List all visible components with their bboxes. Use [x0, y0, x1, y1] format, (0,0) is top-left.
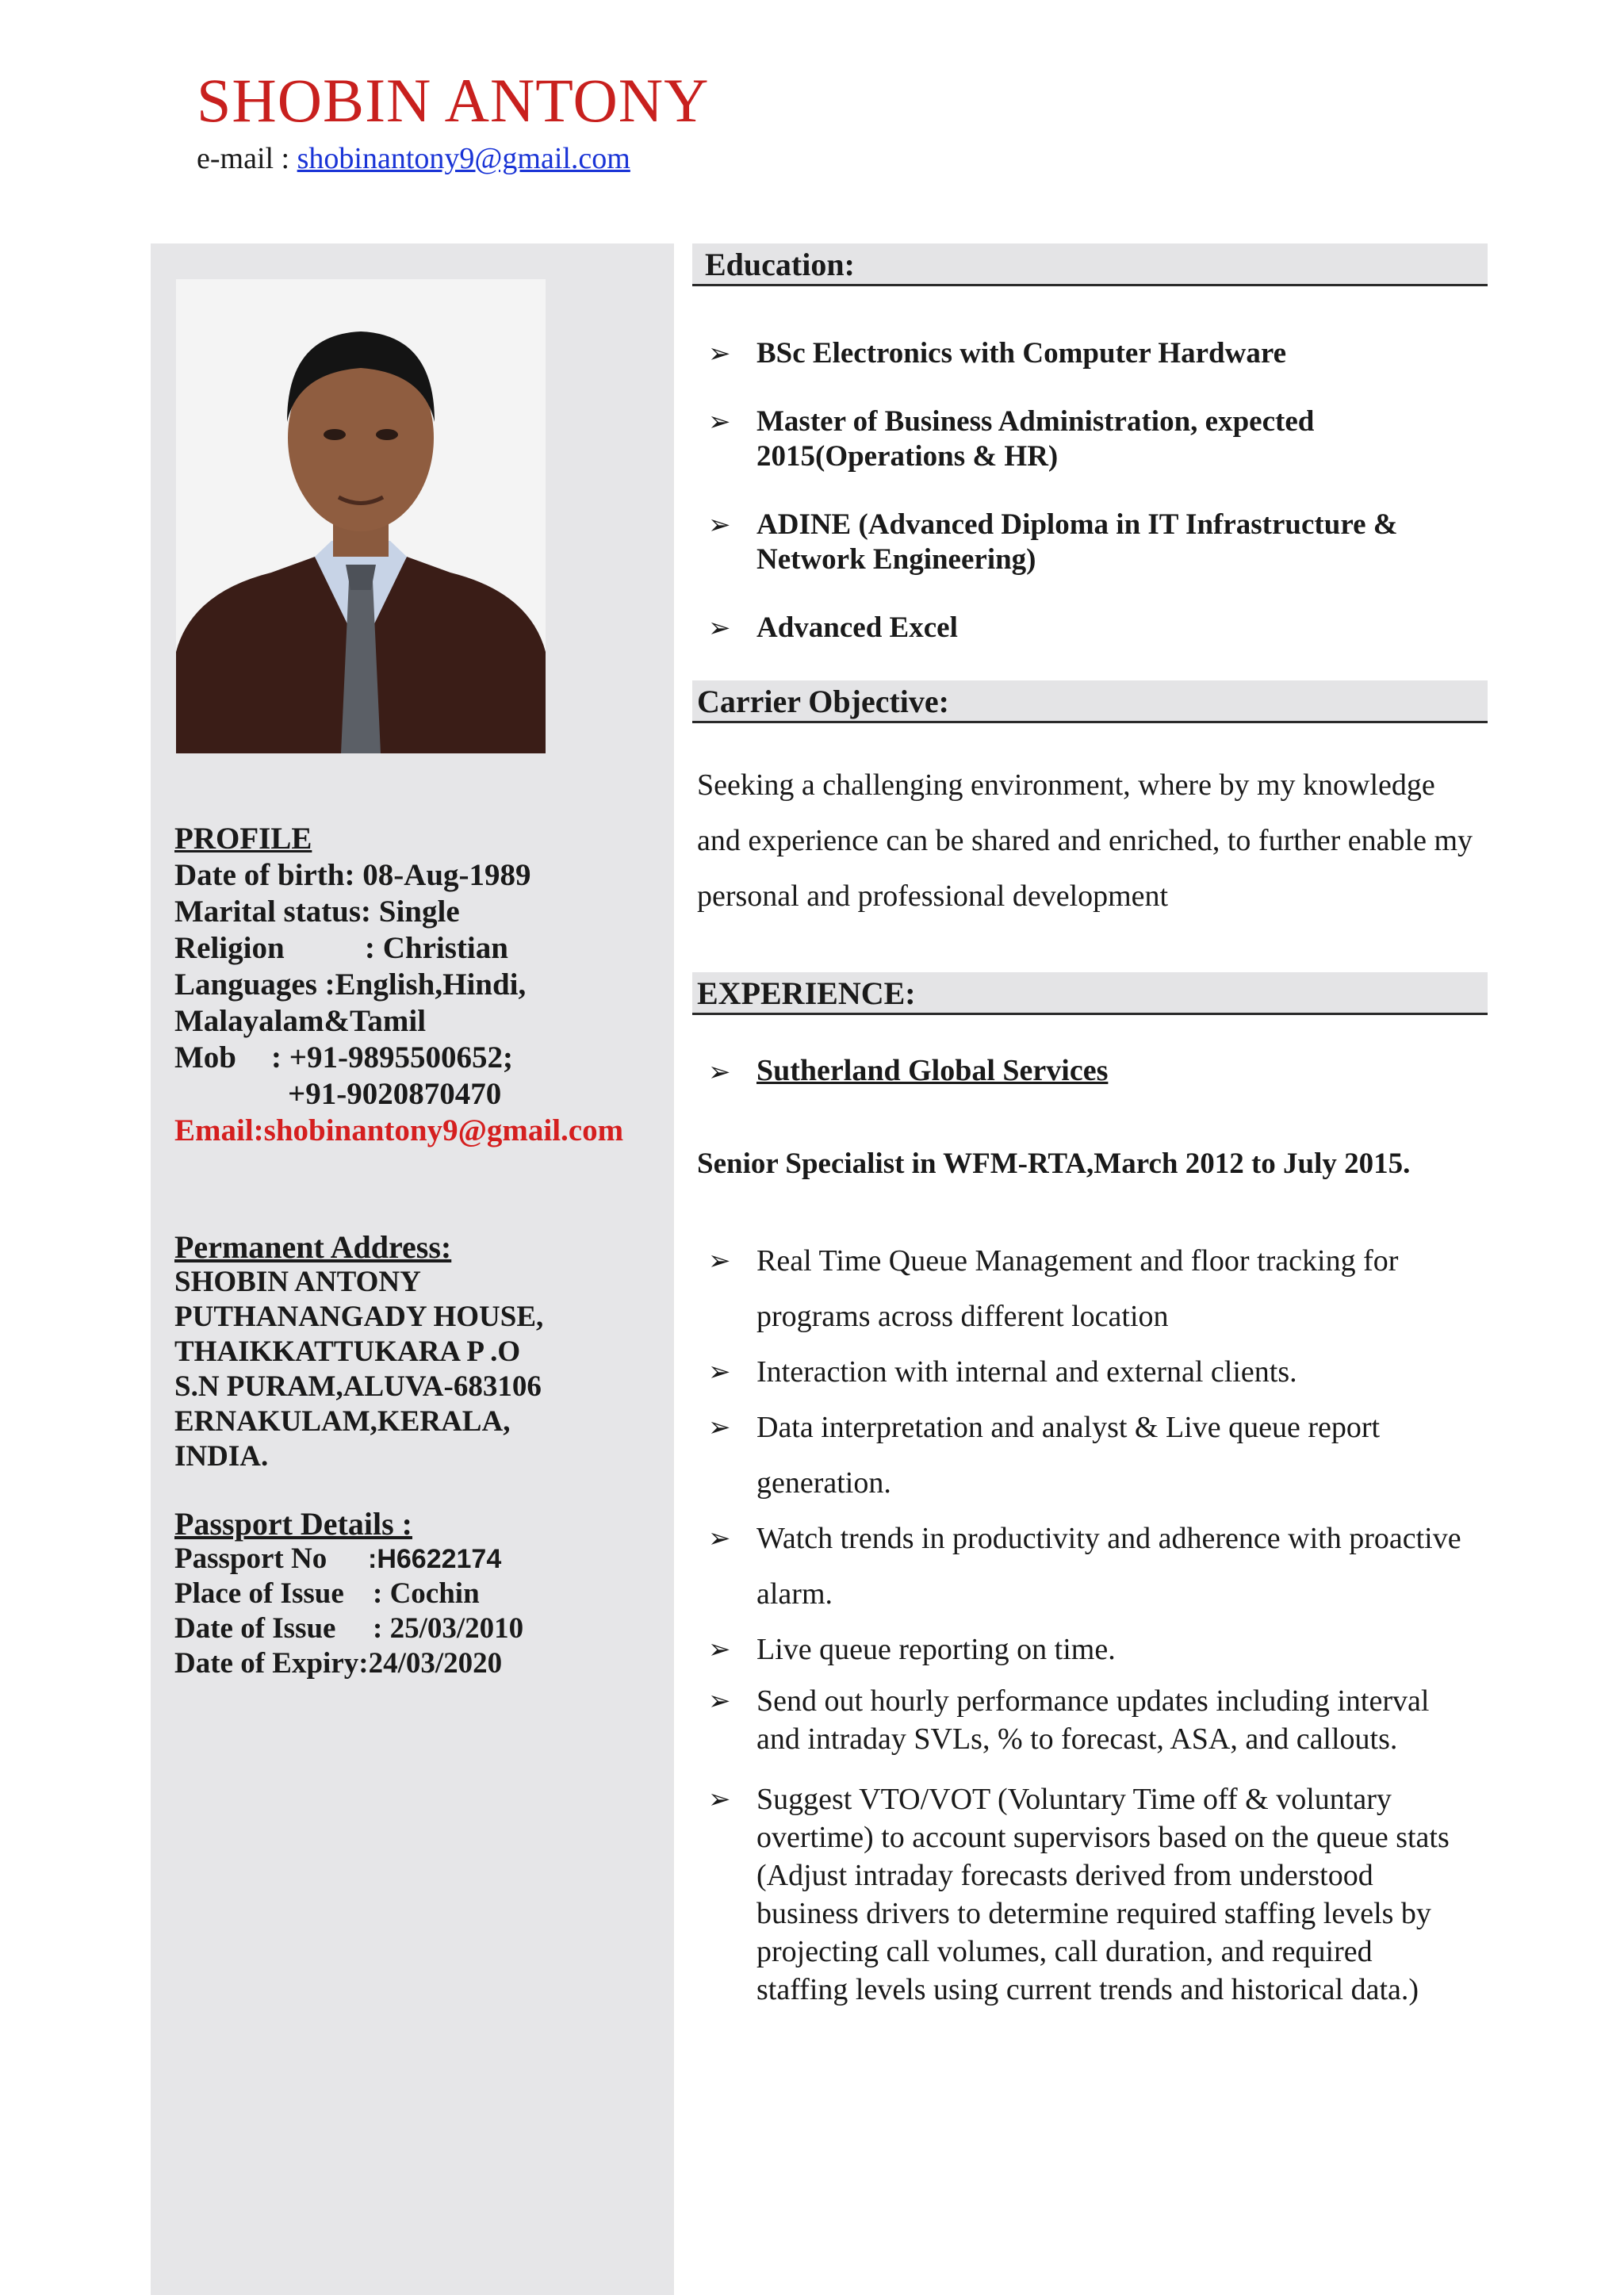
profile-section — [174, 821, 666, 1149]
mobile-secondary: +91-9020870470 — [288, 1077, 502, 1111]
marital-status: Marital status: Single — [174, 895, 460, 929]
education-item: BSc Electronics with Computer Hardware — [756, 337, 1287, 370]
list-item — [708, 1400, 1469, 1511]
languages-continued: Malayalam&Tamil — [174, 1004, 427, 1038]
arrow-bullet-icon: ➢ — [708, 1523, 731, 1554]
passport-number-value: :H6622174 — [368, 1544, 502, 1574]
religion — [174, 930, 666, 967]
list-item — [708, 508, 1469, 577]
address-line: THAIKKATTUKARA P .O — [174, 1335, 521, 1368]
objective-heading: Carrier Objective: — [692, 680, 1488, 723]
job-role: Senior Specialist in WFM-RTA,March 2012 to July 2015. — [697, 1148, 1411, 1180]
experience-heading: EXPERIENCE: — [692, 972, 1488, 1015]
email-link[interactable]: shobinantony9@gmail.com — [297, 142, 630, 175]
company-name: Sutherland Global Services — [756, 1054, 1109, 1087]
profile-heading: PROFILE — [174, 822, 312, 856]
place-of-issue — [174, 1577, 666, 1611]
arrow-bullet-icon: ➢ — [708, 1056, 731, 1088]
mobile — [174, 1040, 666, 1076]
passport-number — [174, 1542, 666, 1577]
list-item — [708, 1622, 1469, 1677]
arrow-bullet-icon: ➢ — [708, 1685, 731, 1717]
list-item — [708, 1780, 1469, 2009]
arrow-bullet-icon: ➢ — [708, 1245, 731, 1277]
address-line: PUTHANANGADY HOUSE, — [174, 1301, 544, 1333]
address-heading: Permanent Address: — [174, 1229, 452, 1265]
header-email-line — [197, 141, 630, 176]
education-item: Master of Business Administration, expected 2015(Operations & HR) — [756, 405, 1315, 473]
passport-section — [174, 1507, 666, 1681]
company-entry — [708, 1053, 1108, 1088]
list-item — [708, 1344, 1469, 1400]
education-list — [708, 336, 1469, 679]
arrow-bullet-icon: ➢ — [708, 509, 731, 541]
education-item: ADINE (Advanced Diploma in IT Infrastructure & Network Engineering) — [756, 508, 1398, 576]
email-label: e-mail : — [197, 142, 290, 175]
duty-item: Real Time Queue Management and floor tracking for programs across different location — [756, 1244, 1399, 1333]
arrow-bullet-icon: ➢ — [708, 406, 731, 438]
arrow-bullet-icon: ➢ — [708, 1634, 731, 1665]
place-of-issue-label: Place of Issue — [174, 1577, 344, 1610]
education-heading: Education: — [692, 243, 1488, 286]
religion-value: : Christian — [365, 931, 508, 965]
address-line: S.N PURAM,ALUVA-683106 — [174, 1370, 542, 1403]
duty-item: Suggest VTO/VOT (Voluntary Time off & voluntary overtime) to account supervisors based on the queue stats (Adjust intraday forecasts derived from understood business drivers to determine required staffing levels by projecting call volumes, call duration, and required staffing levels using current trends and historical data.) — [756, 1783, 1450, 2006]
place-of-issue-value: : Cochin — [373, 1577, 480, 1610]
duty-item: Send out hourly performance updates including interval and intraday SVLs, % to forecast, ASA, and callouts. — [756, 1684, 1430, 1756]
date-of-expiry: Date of Expiry:24/03/2020 — [174, 1647, 503, 1680]
languages: Languages :English,Hindi, — [174, 967, 527, 1002]
date-of-issue-value: : 25/03/2010 — [373, 1612, 524, 1645]
duty-item: Live queue reporting on time. — [756, 1633, 1116, 1666]
mobile-label: Mob — [174, 1040, 236, 1075]
arrow-bullet-icon: ➢ — [708, 338, 731, 370]
arrow-bullet-icon: ➢ — [708, 1412, 731, 1443]
list-item — [708, 1511, 1469, 1622]
arrow-bullet-icon: ➢ — [708, 612, 731, 644]
mobile-primary: : +91-9895500652; — [271, 1040, 513, 1075]
list-item — [708, 1233, 1469, 1344]
duty-item: Data interpretation and analyst & Live queue report generation. — [756, 1411, 1381, 1500]
religion-label: Religion — [174, 931, 285, 965]
passport-number-label: Passport No — [174, 1542, 327, 1575]
date-of-birth: Date of birth: 08-Aug-1989 — [174, 858, 531, 892]
arrow-bullet-icon: ➢ — [708, 1356, 731, 1388]
address-line: ERNAKULAM,KERALA, — [174, 1405, 511, 1438]
list-item — [708, 336, 1469, 371]
list-item — [708, 404, 1469, 474]
address-section — [174, 1230, 666, 1474]
duty-item: Watch trends in productivity and adherence with proactive alarm. — [756, 1522, 1461, 1611]
date-of-issue — [174, 1611, 666, 1646]
education-item: Advanced Excel — [756, 611, 958, 644]
arrow-bullet-icon: ➢ — [708, 1784, 731, 1815]
duties-list — [708, 1233, 1469, 2031]
list-item — [708, 611, 1469, 646]
objective-text: Seeking a challenging environment, where by my knowledge and experience can be shared and enriched, to further enable my personal and professional development — [697, 768, 1473, 913]
profile-email: Email:shobinantony9@gmail.com — [174, 1113, 624, 1148]
resume-name: SHOBIN ANTONY — [197, 66, 710, 135]
duty-item: Interaction with internal and external clients. — [756, 1355, 1297, 1389]
address-line: INDIA. — [174, 1440, 269, 1473]
list-item — [708, 1682, 1469, 1758]
address-line: SHOBIN ANTONY — [174, 1266, 421, 1298]
date-of-issue-label: Date of Issue — [174, 1612, 336, 1645]
passport-heading: Passport Details : — [174, 1506, 412, 1542]
profile-photo — [176, 279, 546, 753]
